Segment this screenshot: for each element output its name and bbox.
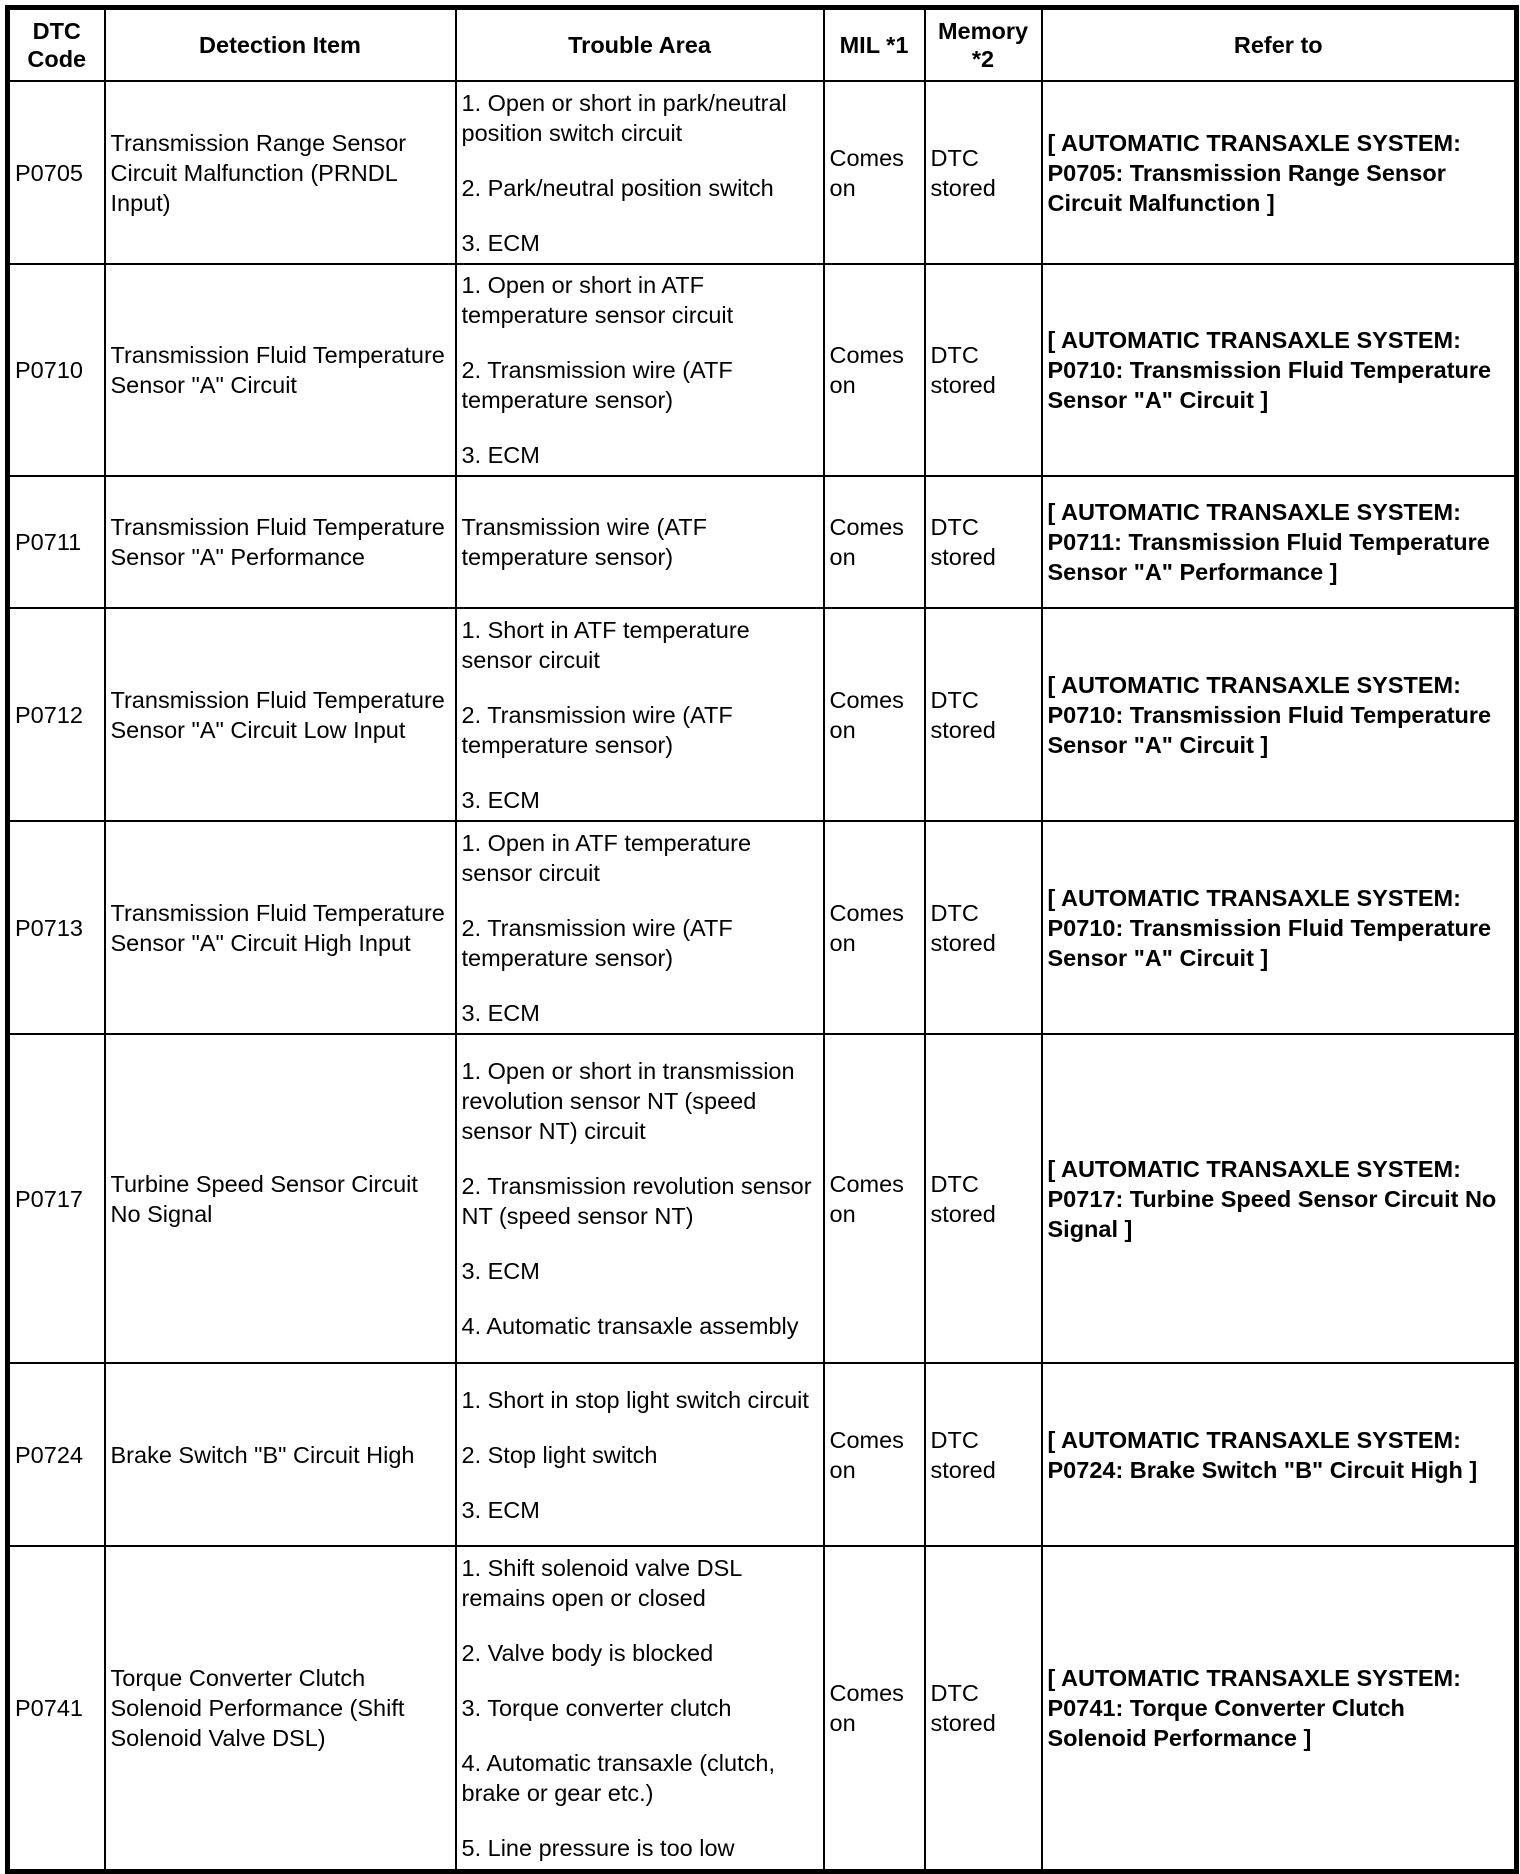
header-trouble-area: Trouble Area: [456, 8, 824, 82]
trouble-area-item: 1. Short in ATF temperature sensor circuit: [461, 616, 750, 673]
memory-cell: DTC stored: [925, 81, 1042, 264]
table-row: [8, 1034, 1517, 1363]
dtc-code-cell: P0705: [8, 81, 105, 264]
mil-cell: Comes on: [824, 1034, 925, 1363]
trouble-area-item: 1. Short in stop light switch circuit: [461, 1386, 809, 1413]
table-row: [8, 81, 1517, 264]
trouble-area-item: 2. Park/neutral position switch: [461, 174, 774, 201]
header-memory: Memory *2: [925, 8, 1042, 82]
header-dtc-code: DTC Code: [8, 8, 105, 82]
mil-cell: Comes on: [824, 1363, 925, 1546]
trouble-area-item: 1. Open or short in ATF temperature sensor circuit: [461, 272, 734, 328]
dtc-code-cell: P0711: [8, 476, 105, 608]
refer-to-cell: [ AUTOMATIC TRANSAXLE SYSTEM: P0710: Transmission Fluid Temperature Sensor "A" Circuit ]: [1042, 608, 1517, 821]
dtc-code-cell: P0712: [8, 608, 105, 821]
trouble-area-item: 3. ECM: [461, 1496, 540, 1523]
trouble-area-item: 3. ECM: [461, 999, 540, 1026]
trouble-area-item: 3. ECM: [461, 229, 540, 256]
detection-item-cell: Transmission Fluid Temperature Sensor "A" Circuit: [105, 264, 456, 476]
table-row: [8, 264, 1517, 476]
refer-to-cell: [ AUTOMATIC TRANSAXLE SYSTEM: P0717: Turbine Speed Sensor Circuit No Signal ]: [1042, 1034, 1517, 1363]
dtc-code-cell: P0741: [8, 1546, 105, 1871]
detection-item-cell: Transmission Fluid Temperature Sensor "A" Performance: [105, 476, 456, 608]
dtc-code-cell: P0724: [8, 1363, 105, 1546]
trouble-area-cell: [456, 476, 824, 608]
header-detection-item: Detection Item: [105, 8, 456, 82]
table-row: [8, 1363, 1517, 1546]
trouble-area-item: 2. Transmission wire (ATF temperature sensor): [461, 701, 733, 758]
trouble-area-cell: [456, 81, 824, 264]
trouble-area-item: 2. Transmission wire (ATF temperature sensor): [461, 914, 733, 971]
mil-cell: Comes on: [824, 1546, 925, 1871]
dtc-code-cell: P0717: [8, 1034, 105, 1363]
trouble-area-item: 2. Stop light switch: [461, 1441, 658, 1468]
detection-item-cell: Transmission Range Sensor Circuit Malfunction (PRNDL Input): [105, 81, 456, 264]
dtc-code-cell: P0710: [8, 264, 105, 476]
detection-item-cell: Transmission Fluid Temperature Sensor "A" Circuit Low Input: [105, 608, 456, 821]
trouble-area-item: 3. ECM: [461, 442, 540, 468]
trouble-area-cell: [456, 1363, 824, 1546]
header-refer-to: Refer to: [1042, 8, 1517, 82]
detection-item-cell: Torque Converter Clutch Solenoid Performance (Shift Solenoid Valve DSL): [105, 1546, 456, 1871]
table-row: [8, 821, 1517, 1034]
trouble-area-item: 2. Transmission wire (ATF temperature sensor): [461, 357, 733, 413]
table-row: [8, 476, 1517, 608]
header-mil: MIL *1: [824, 8, 925, 82]
trouble-area-item: 4. Automatic transaxle assembly: [461, 1313, 799, 1339]
trouble-area-cell: [456, 608, 824, 821]
refer-to-cell: [ AUTOMATIC TRANSAXLE SYSTEM: P0724: Brake Switch "B" Circuit High ]: [1042, 1363, 1517, 1546]
trouble-area-item: 3. ECM: [461, 786, 540, 813]
memory-cell: DTC stored: [925, 1546, 1042, 1871]
trouble-area-cell: [456, 821, 824, 1034]
trouble-area-cell: [456, 1034, 824, 1363]
trouble-area-item: 2. Valve body is blocked: [461, 1639, 714, 1666]
trouble-area-item: 1. Open in ATF temperature sensor circuit: [461, 829, 752, 886]
trouble-area-item: 1. Open or short in transmission revolution sensor NT (speed sensor NT) circuit: [461, 1058, 795, 1144]
memory-cell: DTC stored: [925, 608, 1042, 821]
refer-to-cell: [ AUTOMATIC TRANSAXLE SYSTEM: P0710: Transmission Fluid Temperature Sensor "A" Circuit ]: [1042, 264, 1517, 476]
memory-cell: DTC stored: [925, 1034, 1042, 1363]
dtc-code-cell: P0713: [8, 821, 105, 1034]
mil-cell: Comes on: [824, 821, 925, 1034]
refer-to-cell: [ AUTOMATIC TRANSAXLE SYSTEM: P0710: Transmission Fluid Temperature Sensor "A" Circuit ]: [1042, 821, 1517, 1034]
table-row: [8, 1546, 1517, 1871]
mil-cell: Comes on: [824, 608, 925, 821]
memory-cell: DTC stored: [925, 821, 1042, 1034]
trouble-area-item: 1. Open or short in park/neutral position switch circuit: [461, 89, 787, 146]
refer-to-cell: [ AUTOMATIC TRANSAXLE SYSTEM: P0705: Transmission Range Sensor Circuit Malfunction ]: [1042, 81, 1517, 264]
table-row: [8, 608, 1517, 821]
trouble-area-item: 3. ECM: [461, 1258, 540, 1284]
trouble-area-item: 5. Line pressure is too low: [461, 1834, 735, 1861]
header-row: [8, 8, 1517, 82]
mil-cell: Comes on: [824, 81, 925, 264]
trouble-area-item: Transmission wire (ATF temperature sensor): [461, 514, 707, 570]
trouble-area-item: 4. Automatic transaxle (clutch, brake or gear etc.): [461, 1749, 775, 1806]
trouble-area-cell: [456, 264, 824, 476]
dtc-table: [5, 5, 1519, 1874]
trouble-area-item: 2. Transmission revolution sensor NT (speed sensor NT): [461, 1173, 812, 1229]
refer-to-cell: [ AUTOMATIC TRANSAXLE SYSTEM: P0741: Torque Converter Clutch Solenoid Performance ]: [1042, 1546, 1517, 1871]
detection-item-cell: Turbine Speed Sensor Circuit No Signal: [105, 1034, 456, 1363]
trouble-area-item: 1. Shift solenoid valve DSL remains open or closed: [461, 1554, 742, 1611]
memory-cell: DTC stored: [925, 476, 1042, 608]
mil-cell: Comes on: [824, 476, 925, 608]
refer-to-cell: [ AUTOMATIC TRANSAXLE SYSTEM: P0711: Transmission Fluid Temperature Sensor "A" Performance ]: [1042, 476, 1517, 608]
detection-item-cell: Brake Switch "B" Circuit High: [105, 1363, 456, 1546]
memory-cell: DTC stored: [925, 264, 1042, 476]
mil-cell: Comes on: [824, 264, 925, 476]
trouble-area-item: 3. Torque converter clutch: [461, 1694, 732, 1721]
detection-item-cell: Transmission Fluid Temperature Sensor "A" Circuit High Input: [105, 821, 456, 1034]
trouble-area-cell: [456, 1546, 824, 1871]
memory-cell: DTC stored: [925, 1363, 1042, 1546]
